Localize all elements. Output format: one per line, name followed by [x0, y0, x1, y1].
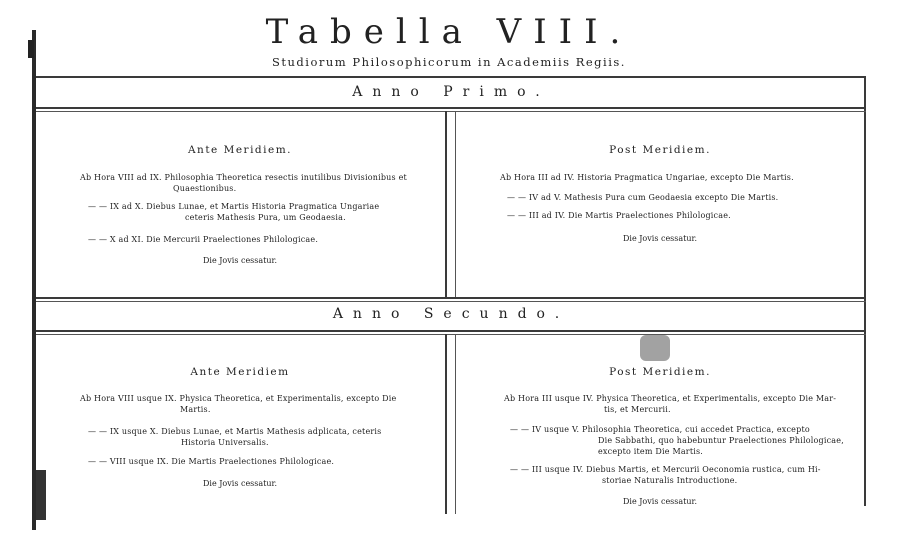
entry-line: — — VIII usque IX. Die Martis Praelectiones Philologicae. — [88, 457, 335, 466]
column-heading: Post Meridiem. — [609, 144, 711, 156]
scan-speck — [640, 335, 670, 361]
column-heading: Post Meridiem. — [609, 366, 711, 378]
cessation-note: Die Jovis cessatur. — [622, 234, 698, 243]
entry-line: — — IX ad X. Diebus Lunae, et Martis Historia Pragmatica Ungariae — [88, 202, 380, 211]
column-divider — [455, 334, 456, 514]
year-band-rule — [36, 301, 866, 302]
schedule-entry — [510, 464, 845, 486]
column-heading: Ante Meridiem — [190, 366, 290, 378]
entry-line: Ab Hora III ad IV. Historia Pragmatica Ungariae, excepto Die Martis. — [500, 173, 794, 182]
scan-speck — [28, 40, 34, 58]
schedule-entry — [504, 393, 844, 415]
cessation-note: Die Jovis cessatur. — [202, 256, 278, 265]
cessation-note: Die Jovis cessatur. — [202, 479, 278, 488]
page-subtitle: Studiorum Philosophicorum in Academiis Regiis. — [272, 55, 626, 69]
frame-right-rule — [864, 76, 866, 506]
entry-line: — — IV ad V. Mathesis Pura cum Geodaesia excepto Die Martis. — [507, 193, 779, 202]
entry-line: Ab Hora VIII usque IX. Physica Theoretica, et Experimentalis, excepto Die — [80, 394, 397, 403]
entry-line: tis, et Mercurii. — [604, 405, 671, 414]
entry-line: — — IV usque V. Philosophia Theoretica, cui accedet Practica, excepto — [510, 425, 810, 434]
year-heading: Anno Primo. — [352, 84, 550, 100]
entry-line: storiae Naturalis Introductione. — [602, 476, 738, 485]
entry-line: — — III usque IV. Diebus Martis, et Mercurii Oeconomia rustica, cum Hi- — [510, 465, 821, 474]
schedule-entry — [500, 172, 840, 183]
schedule-entry — [88, 456, 433, 467]
entry-line: Ab Hora III usque IV. Physica Theoretica, et Experimentalis, excepto Die Mar- — [504, 394, 837, 403]
left-margin-edge — [32, 30, 36, 530]
schedule-entry — [507, 210, 837, 221]
column-divider — [455, 111, 456, 297]
schedule-entry — [80, 393, 430, 415]
year-band-rule — [36, 330, 866, 332]
entry-line: Martis. — [180, 405, 211, 414]
column-heading: Ante Meridiem. — [187, 144, 293, 156]
entry-line: — — III ad IV. Die Martis Praelectiones Philologicae. — [507, 211, 731, 220]
scan-speck — [36, 470, 46, 520]
cessation-note: Die Jovis cessatur. — [622, 497, 698, 506]
page-title: Tabella VIII. — [265, 12, 633, 52]
entry-line: Historia Universalis. — [181, 438, 269, 447]
schedule-entry — [88, 201, 433, 223]
entry-line: Die Sabbathi, quo habebuntur Praelectiones Philologicae, — [598, 436, 844, 445]
year-band-rule — [36, 334, 866, 335]
year-band-rule — [36, 111, 866, 112]
entry-line: Quaestionibus. — [173, 184, 237, 193]
year-band-rule — [36, 297, 866, 299]
entry-line: ceteris Mathesis Pura, um Geodaesia. — [185, 213, 346, 222]
entry-line: Ab Hora VIII ad IX. Philosophia Theoretica resectis inutilibus Divisionibus et — [80, 173, 407, 182]
schedule-entry — [80, 172, 430, 194]
schedule-entry — [88, 234, 433, 245]
entry-line: excepto item Die Martis. — [598, 447, 704, 456]
year-band-rule — [36, 107, 866, 109]
column-divider — [445, 111, 447, 297]
frame-top-rule — [36, 76, 866, 78]
year-heading: Anno Secundo. — [332, 306, 570, 322]
entry-line: — — X ad XI. Die Mercurii Praelectiones Philologicae. — [88, 235, 319, 244]
schedule-entry — [88, 426, 433, 448]
schedule-entry — [507, 192, 837, 203]
entry-line: — — IX usque X. Diebus Lunae, et Martis Mathesis adplicata, ceteris — [88, 427, 382, 436]
column-divider — [445, 334, 447, 514]
schedule-entry — [510, 424, 845, 457]
